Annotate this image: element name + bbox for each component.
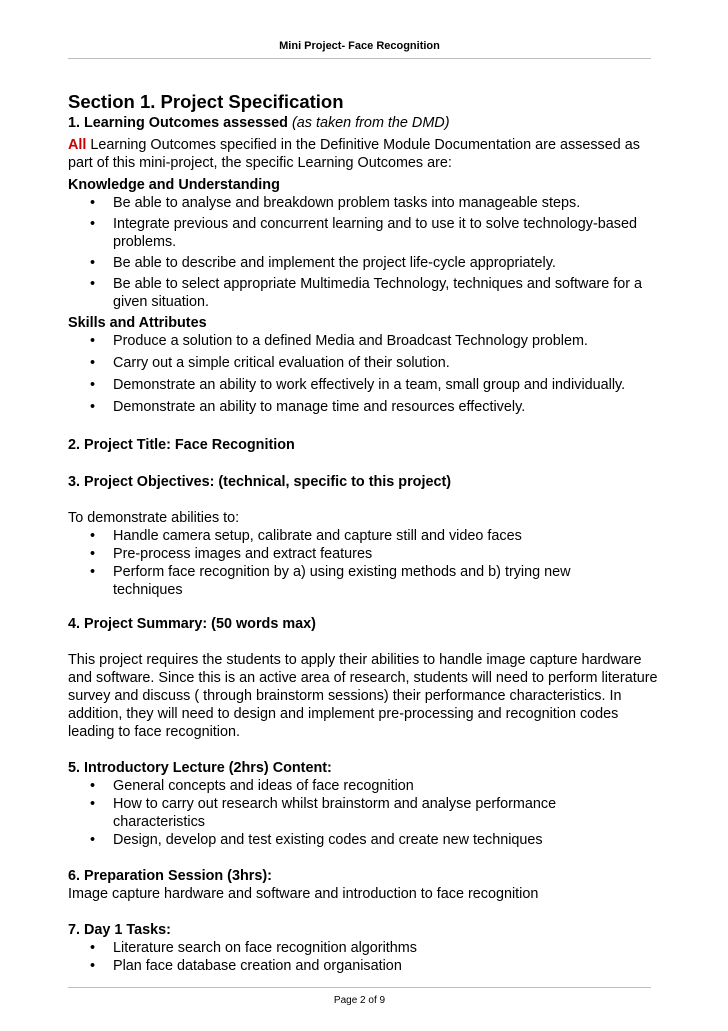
day1-heading: 7. Day 1 Tasks: bbox=[68, 922, 171, 938]
bullet-icon: • bbox=[90, 564, 96, 580]
list-item: • Design, develop and test existing codes and create new techniques bbox=[90, 832, 543, 848]
page-number: Page 2 of 9 bbox=[333, 995, 386, 1006]
list-item: • Be able to describe and implement the project life-cycle appropriately. bbox=[90, 255, 556, 271]
bullet-icon: • bbox=[90, 778, 96, 794]
bullet-icon: • bbox=[90, 399, 96, 415]
page-content bbox=[68, 90, 658, 975]
bullet-icon: • bbox=[90, 216, 96, 232]
project-title-heading: 2. Project Title: Face Recognition bbox=[68, 437, 295, 453]
list-item: • Integrate previous and concurrent learning and to use it to solve technology-based problems. bbox=[90, 216, 637, 250]
list-item: • Demonstrate an ability to manage time and resources effectively. bbox=[90, 399, 526, 415]
bullet-icon: • bbox=[90, 546, 96, 562]
bullet-icon: • bbox=[90, 796, 96, 812]
list-item: • Carry out a simple critical evaluation of their solution. bbox=[90, 355, 450, 371]
summary-heading: 4. Project Summary: (50 words max) bbox=[68, 616, 316, 632]
list-item: • General concepts and ideas of face recognition bbox=[90, 778, 414, 794]
learning-outcomes-heading bbox=[68, 114, 658, 132]
list-item: • Produce a solution to a defined Media and Broadcast Technology problem. bbox=[90, 333, 588, 349]
bullet-icon: • bbox=[90, 958, 96, 974]
list-item: • How to carry out research whilst brainstorm and analyse performance characteristics bbox=[90, 796, 557, 830]
lo-body: Learning Outcomes specified in the Definitive Module Documentation are assessed as part of this mini-project, the specific Learning Outcomes are: bbox=[68, 137, 640, 171]
list-item: • Perform face recognition by a) using existing methods and b) trying new techniques bbox=[90, 564, 571, 598]
header-rule bbox=[68, 58, 651, 59]
bullet-icon: • bbox=[90, 355, 96, 371]
lo-note: (as taken from the DMD) bbox=[291, 115, 450, 131]
bullet-icon: • bbox=[90, 195, 96, 211]
summary-text: This project requires the students to apply their abilities to handle image capture hardware and software. Since this is an active area of research, students will need to perform literature survey and discuss ( through brainstorm sessions) their performance characteristics. In addition, they will need to design and implement pre-processing and recognition codes leading to face recognition. bbox=[68, 652, 658, 740]
list-item: • Handle camera setup, calibrate and capture still and video faces bbox=[90, 528, 522, 544]
all-word: All bbox=[68, 137, 87, 153]
bullet-icon: • bbox=[90, 832, 96, 848]
objectives-intro: To demonstrate abilities to: bbox=[68, 510, 240, 526]
list-item: • Be able to select appropriate Multimedia Technology, techniques and software for a given situation. bbox=[90, 276, 643, 310]
bullet-icon: • bbox=[90, 528, 96, 544]
bullet-icon: • bbox=[90, 255, 96, 271]
list-item: • Literature search on face recognition algorithms bbox=[90, 940, 417, 956]
objectives-list bbox=[68, 527, 658, 599]
lecture-heading: 5. Introductory Lecture (2hrs) Content: bbox=[68, 760, 332, 776]
bullet-icon: • bbox=[90, 377, 96, 393]
running-header: Mini Project- Face Recognition bbox=[279, 40, 440, 52]
skills-list bbox=[68, 332, 658, 416]
footer-rule bbox=[68, 987, 651, 988]
skills-heading: Skills and Attributes bbox=[68, 315, 207, 331]
learning-outcomes-text bbox=[68, 136, 658, 172]
knowledge-list bbox=[68, 194, 658, 311]
bullet-icon: • bbox=[90, 940, 96, 956]
knowledge-heading: Knowledge and Understanding bbox=[68, 177, 280, 193]
bullet-icon: • bbox=[90, 333, 96, 349]
objectives-heading: 3. Project Objectives: (technical, specific to this project) bbox=[68, 474, 452, 490]
lo-heading-text: 1. Learning Outcomes assessed bbox=[68, 115, 288, 131]
list-item: • Demonstrate an ability to work effectively in a team, small group and individually. bbox=[90, 377, 626, 393]
day1-list bbox=[68, 939, 658, 975]
preparation-heading: 6. Preparation Session (3hrs): bbox=[68, 868, 272, 884]
list-item: • Plan face database creation and organisation bbox=[90, 958, 402, 974]
bullet-icon: • bbox=[90, 276, 96, 292]
list-item: • Pre-process images and extract features bbox=[90, 546, 373, 562]
lecture-list bbox=[68, 777, 658, 849]
section-title: Section 1. Project Specification bbox=[68, 91, 344, 112]
preparation-text: Image capture hardware and software and introduction to face recognition bbox=[68, 886, 539, 902]
list-item: • Be able to analyse and breakdown problem tasks into manageable steps. bbox=[90, 195, 581, 211]
